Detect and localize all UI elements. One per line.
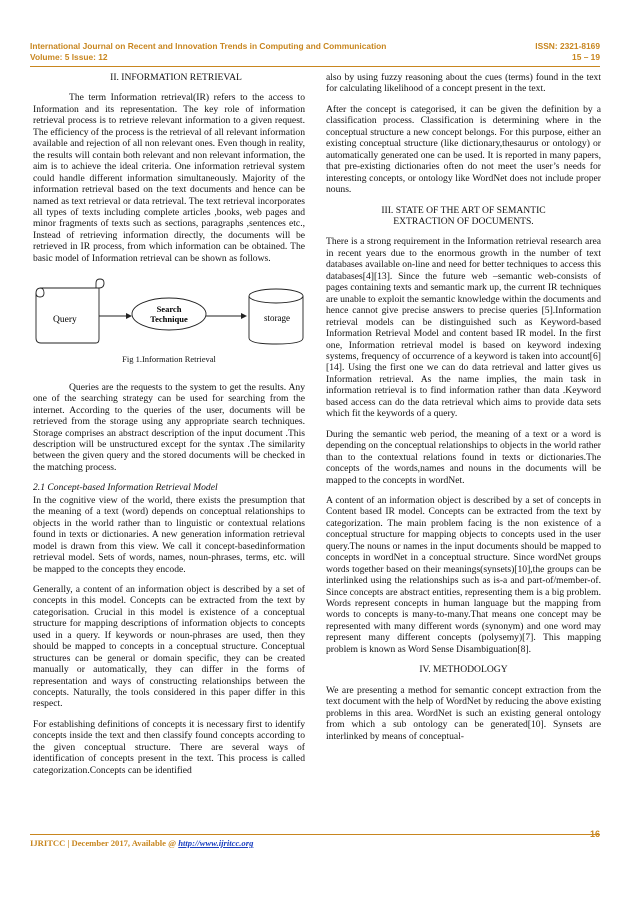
paragraph: The term Information retrieval(IR) refers to the access to Information and its representation. The key role of information retrieval process is to retrieve relevant information to a given request. The efficiency of the process is the retrieval of all relevant information available and rejection of all non relevant ones. Even though in reality, the results will contain both relevant and non relevant information, the aim is to achieve the ideal criteria. One information retrieval system could handle different information simultaneously. Majority of the information retrieval based on the text documents and hence can be named as text retrieval or data retrieval. The text retrieval incorporates all types of texts including complete articles ,books, web pages and minor fragments of texts such as sections, paragraphs ,sentences etc., Instead of retrieving information directly, the documents will be retrieved in IR process, from which information can be obtained. The basic model of Information retrieval can be shown as follows. [33, 92, 305, 264]
paragraph: There is a strong requirement in the Information retrieval research area in recent years due to the enormous growth in the number of text databases available on-line and need for better techniques to access this databases[4][13]. Since the future web –semantic web-consists of pages containing texts and semantic mark up, the current IR techniques are unable to exploit the semantic knowledge within the documents and hence cannot give precise answers to precise queries [5].Information retrieval models can be distinguished such as Keyword-based Information Retrieval Model and content based IR model. In the first one, Information retrieval model is based on keyword indexing systems, frequency of occurrence of a keyword is taken into account[6][14]. Using the first one we can do data retrieval and latter gives us Information retrieval. As the name implies, the main task in information retrieval is to find information rather than data .Keyword based access can do the data retrieval which aims to provide data sets which fit the keywords of a query. [326, 236, 601, 420]
storage-label: storage [264, 313, 290, 324]
footer-text: IJRITCC | December 2017, Available @ [30, 838, 179, 848]
ir-diagram-svg [33, 278, 305, 348]
search-label-line2: Technique [150, 314, 188, 325]
paragraph: also by using fuzzy reasoning about the cues (terms) found in the text for calculating likelihood of a concept present in the text. [326, 72, 601, 95]
paragraph: During the semantic web period, the meaning of a text or a word is depending on the conceptual relationships to objects in the world rather than to the contextual relations found in texts or dictionaries.The concepts of the words,names and nouns in the documents will be mapped to the concepts in wordNet. [326, 428, 601, 486]
paragraph: Queries are the requests to the system to get the results. Any one of the searching strategy can be used for searching from the internet. According to the queries of the user, documents will be retrieved from the storage using any appropriate search techniques. Storage comprises an abstract description of the input document .This description will be unstructured except for the syntax .The similarity between the given query and the stored documents will be checked in the matching process. [33, 381, 305, 473]
issn: ISSN: 2321-8169 [535, 41, 600, 51]
section-3-title-line2: EXTRACTION OF DOCUMENTS. [393, 215, 534, 227]
query-scroll-shape [36, 279, 104, 343]
figure-1-caption: Fig 1.Information Retrieval [122, 354, 216, 365]
section-3-title [326, 205, 601, 228]
section-4-title: IV. METHODOLOGY [419, 664, 508, 676]
right-column [326, 72, 601, 751]
page-range: 15 – 19 [572, 52, 600, 62]
header-line-2 [30, 52, 600, 62]
paragraph: For establishing definitions of concepts it is necessary first to identify concepts inside the text and then classify found concepts according to the given conceptual structure. There are several ways of identification of concepts present in the text. This process is called categorization.Concepts can be identified [33, 718, 305, 776]
paragraph: We are presenting a method for semantic concept extraction from the text document with the help of WordNet by reducing the above existing problems in this area. WordNet is such an existing general ontology from which a sub ontology can be generated[10]. Synsets are interlinked by means of conceptual- [326, 684, 601, 742]
page-number: 16 [589, 829, 600, 839]
footer-rule [30, 834, 600, 835]
figure-1-diagram [33, 278, 305, 348]
paragraph: After the concept is categorised, it can be given the definition by a classification process. Classification is determining where in the conceptual structure a new concept belongs. For this purpose, either an existing conceptual structure (like dictionary,thesaurus or ontology) or automatically generated one can be used. It is reported in many papers, that pre-existing dictionaries often do not meet the user’s needs for interesting concepts, or ontology like WordNet does not include proper nouns. [326, 103, 601, 196]
paragraph: A content of an information object is described by a set of concepts in Content based IR model. Concepts can be extracted from the text by categorization. The main problem facing is the non existence of a conceptual structure for mapping objects to concepts used in the user query.The nouns or names in the input documents should be mapped to concepts in wordNet in a conceptual structure. Since wordNet groups words together based on their meanings(synsets)[10],the groups can be interlinked using the relationships such as is-a and part-of/member-of. Since concepts are abstract entities, representing them is a big problem. Words represent concepts in human language but the mapping from words to concepts is many-to-many.That means one concept may be represented with many different words (synonym) and one word may represent many different concepts (polysemy)[7]. This mapping problem is known as Word Sense Disambiguation[8]. [326, 494, 601, 655]
left-column [33, 72, 305, 785]
paragraph: Generally, a content of an information object is described by a set of concepts in this model. Concepts can be extracted from the text by categorisation. Crucial in this model is existence of a conceptual structure for mapping descriptions of information objects to concepts used in a query. If keywords or noun-phrases are used, then they should be mapped to concepts in a conceptual structure. Conceptual structures can be general or domain specific, they can be created manually or automatically, they can differ in the forms of representation and ways of constructing relationships between the concepts. Naturally, the tools considered in this paper differ in this respect. [33, 583, 305, 710]
footer [30, 838, 253, 848]
journal-title: International Journal on Recent and Innovation Trends in Computing and Communication [30, 41, 387, 51]
section-2-title: II. INFORMATION RETRIEVAL [110, 72, 242, 83]
header-rule [30, 66, 600, 67]
subsection-2-1-title: 2.1 Concept-based Information Retrieval Model [33, 482, 218, 494]
journal-website-link[interactable]: http://www.ijritcc.org [178, 838, 254, 848]
section-3-title-line1: III. STATE OF THE ART OF SEMANTIC [381, 204, 546, 216]
paragraph: In the cognitive view of the world, there exists the presumption that the meaning of a text (word) depends on conceptual relationships to objects in the world rather than to linguistic or contextual relations found in texts or dictionaries. A new generation information retrieval model is drawn from this view. We call it concept-basedinformation retrieval model. Sets of words, names, noun-phrases, terms, etc. will be mapped to the concepts they encode. [33, 494, 305, 575]
query-label: Query [53, 315, 77, 326]
volume-issue: Volume: 5 Issue: 12 [30, 52, 108, 62]
header-line-1 [30, 41, 600, 51]
search-label-line1: Search [156, 304, 182, 315]
